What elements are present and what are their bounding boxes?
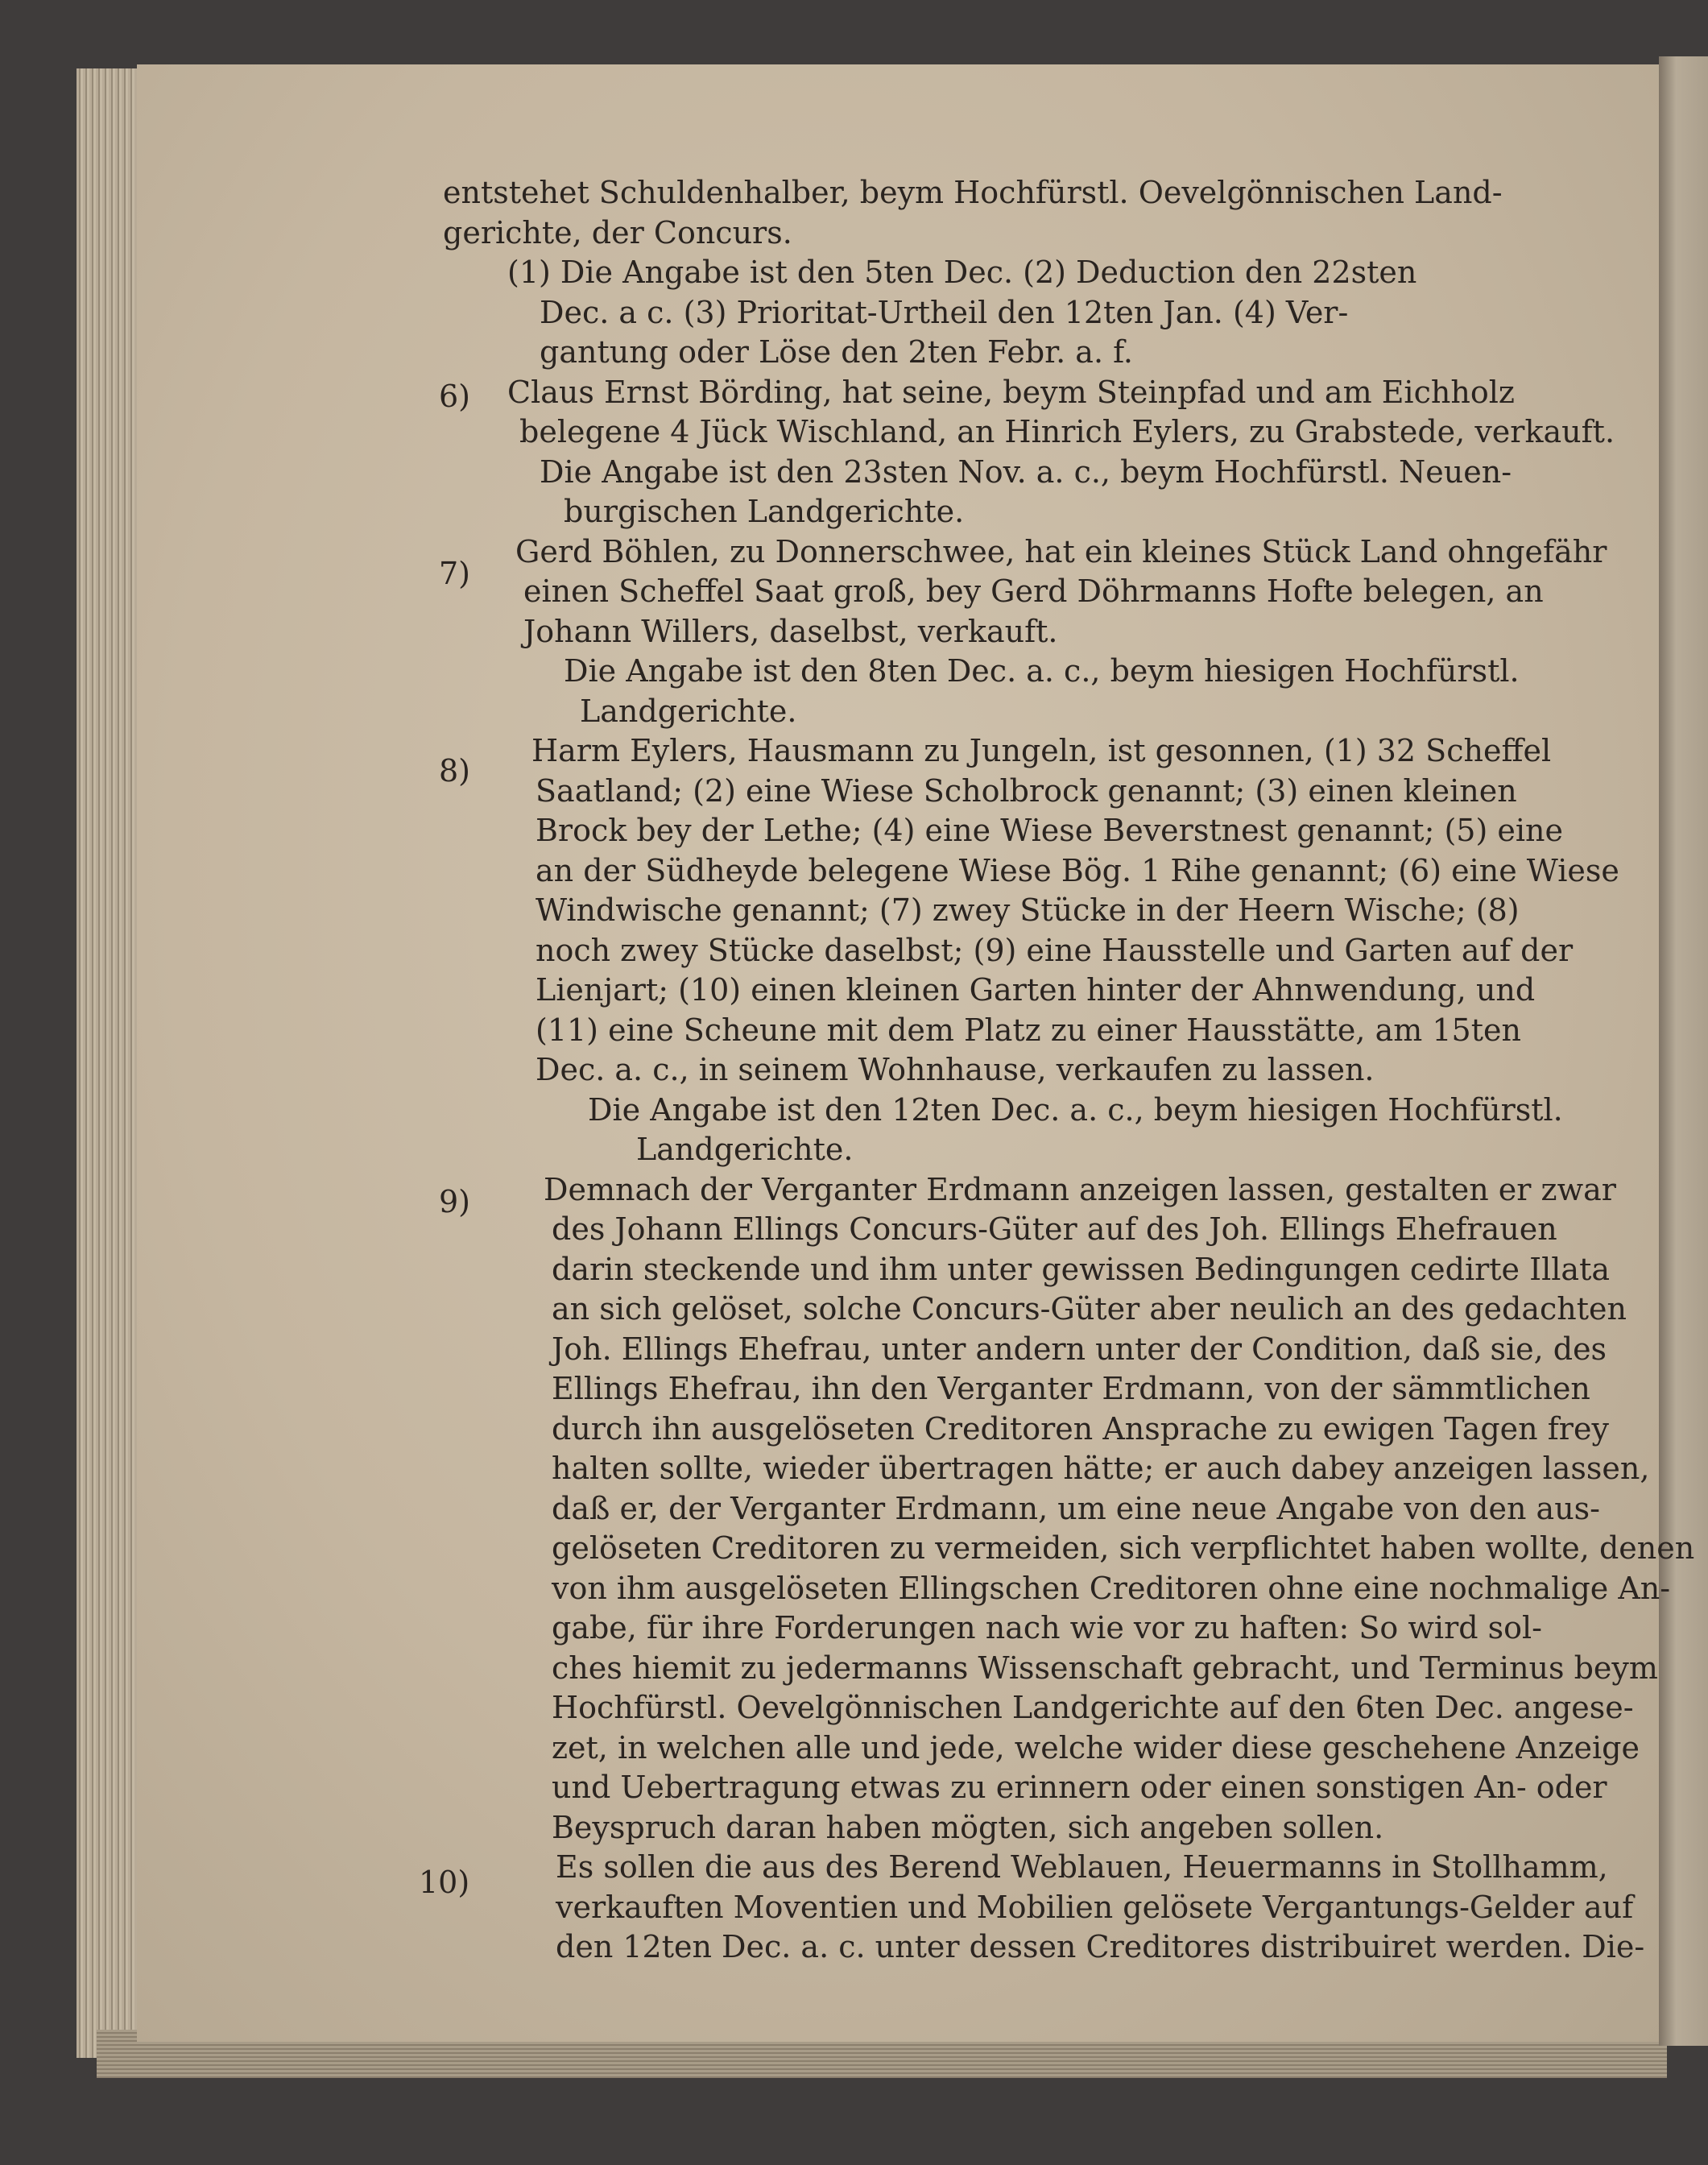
text-line: daß er, der Verganter Erdmann, um eine neue Angabe von den aus- <box>552 1490 1601 1526</box>
text-line: Die Angabe ist den 23sten Nov. a. c., beym Hochfürstl. Neuen- <box>540 453 1512 490</box>
text-line: (1) Die Angabe ist den 5ten Dec. (2) Deduction den 22sten <box>507 255 1417 290</box>
text-line: Claus Ernst Börding, hat seine, beym Steinpfad und am Eichholz <box>507 374 1515 410</box>
text-line: burgischen Landgerichte. <box>564 494 965 529</box>
text-line: Saatland; (2) eine Wiese Scholbrock genannt; (3) einen kleinen <box>536 772 1517 809</box>
text-line: an der Südheyde belegene Wiese Bög. 1 Rihe genannt; (6) eine Wiese <box>536 852 1619 888</box>
text-line: gerichte, der Concurs. <box>443 214 792 250</box>
text-line: halten sollte, wieder übertragen hätte; er auch dabey anzeigen lassen, <box>552 1451 1650 1486</box>
text-line: zet, in welchen alle und jede, welche wider diese geschehene Anzeige <box>552 1729 1640 1766</box>
text-line: noch zwey Stücke daselbst; (9) eine Hausstelle und Garten auf der <box>536 932 1574 968</box>
entry-number-10: 10) <box>419 1865 470 1900</box>
text-line: Beyspruch daran haben mögten, sich angeben sollen. <box>552 1809 1384 1845</box>
text-line: Die Angabe ist den 8ten Dec. a. c., beym hiesigen Hochfürstl. <box>564 653 1520 689</box>
text-line: gabe, für ihre Forderungen nach wie vor zu haften: So wird sol- <box>552 1610 1543 1645</box>
text-line: Hochfürstl. Oevelgönnischen Landgerichte auf den 6ten Dec. angese- <box>552 1690 1634 1725</box>
text-line: gantung oder Löse den 2ten Febr. a. f. <box>540 334 1133 370</box>
text-line: belegene 4 Jück Wischland, an Hinrich Eylers, zu Grabstede, verkauft. <box>519 414 1615 449</box>
entry-number-7: 7) <box>439 556 471 591</box>
entry-number-9: 9) <box>439 1184 471 1219</box>
text-line: Landgerichte. <box>580 693 797 729</box>
text-line: darin steckende und ihm unter gewissen Bedingungen cedirte Illata <box>552 1251 1611 1287</box>
text-line: Die Angabe ist den 12ten Dec. a. c., beym hiesigen Hochfürstl. <box>588 1091 1563 1128</box>
text-line: Dec. a c. (3) Prioritat-Urtheil den 12ten Jan. (4) Ver- <box>540 294 1349 330</box>
text-line: (11) eine Scheune mit dem Platz zu einer Hausstätte, am 15ten <box>536 1012 1521 1048</box>
text-line: an sich gelöset, solche Concurs-Güter aber neulich an des gedachten <box>552 1291 1627 1327</box>
text-line: Brock bey der Lethe; (4) eine Wiese Beverstnest genannt; (5) eine <box>536 813 1563 848</box>
text-line: durch ihn ausgelöseten Creditoren Ansprache zu ewigen Tagen frey <box>552 1410 1609 1447</box>
text-line: Dec. a. c., in seinem Wohnhause, verkaufen zu lassen. <box>536 1052 1375 1087</box>
entry-number-8: 8) <box>439 753 471 789</box>
text-line: Lienjart; (10) einen kleinen Garten hinter der Ahnwendung, und <box>536 972 1536 1008</box>
text-line: Es sollen die aus des Berend Weblauen, Heuermanns in Stollhamm, <box>556 1849 1608 1885</box>
text-line: Joh. Ellings Ehefrau, unter andern unter der Condition, daß sie, des <box>552 1331 1607 1367</box>
text-line: des Johann Ellings Concurs-Güter auf des Joh. Ellings Ehefrauen <box>552 1211 1557 1247</box>
text-line: Harm Eylers, Hausmann zu Jungeln, ist gesonnen, (1) 32 Scheffel <box>531 733 1552 768</box>
text-line: einen Scheffel Saat groß, bey Gerd Döhrmanns Hofte belegen, an <box>523 573 1544 609</box>
page-text <box>443 173 1695 1968</box>
text-line: und Uebertragung etwas zu erinnern oder einen sonstigen An- oder <box>552 1770 1607 1805</box>
text-line: verkauften Moventien und Mobilien gelösete Vergantungs-Gelder auf <box>556 1889 1634 1925</box>
text-line: gelöseten Creditoren zu vermeiden, sich verpflichtet haben wollte, denen <box>552 1530 1695 1566</box>
text-line: Windwische genannt; (7) zwey Stücke in der Heern Wische; (8) <box>536 892 1520 928</box>
text-line: entstehet Schuldenhalber, beym Hochfürstl. Oevelgönnischen Land- <box>443 175 1503 210</box>
text-line: den 12ten Dec. a. c. unter dessen Creditores distribuiret werden. Die- <box>556 1929 1645 1964</box>
text-line: Demnach der Verganter Erdmann anzeigen lassen, gestalten er zwar <box>544 1171 1616 1207</box>
text-line: Ellings Ehefrau, ihn den Verganter Erdmann, von der sämmtlichen <box>552 1371 1590 1406</box>
book-gutter <box>1659 56 1708 2046</box>
text-line: Gerd Böhlen, zu Donnerschwee, hat ein kleines Stück Land ohngefähr <box>515 533 1607 569</box>
text-line: ches hiemit zu jedermanns Wissenschaft gebracht, und Terminus beym <box>552 1650 1658 1686</box>
text-line: Landgerichte. <box>636 1132 854 1167</box>
text-line: von ihm ausgelöseten Ellingschen Creditoren ohne eine nochmalige An- <box>552 1570 1671 1606</box>
text-line: Johann Willers, daselbst, verkauft. <box>523 613 1058 649</box>
entry-number-6: 6) <box>439 379 471 414</box>
